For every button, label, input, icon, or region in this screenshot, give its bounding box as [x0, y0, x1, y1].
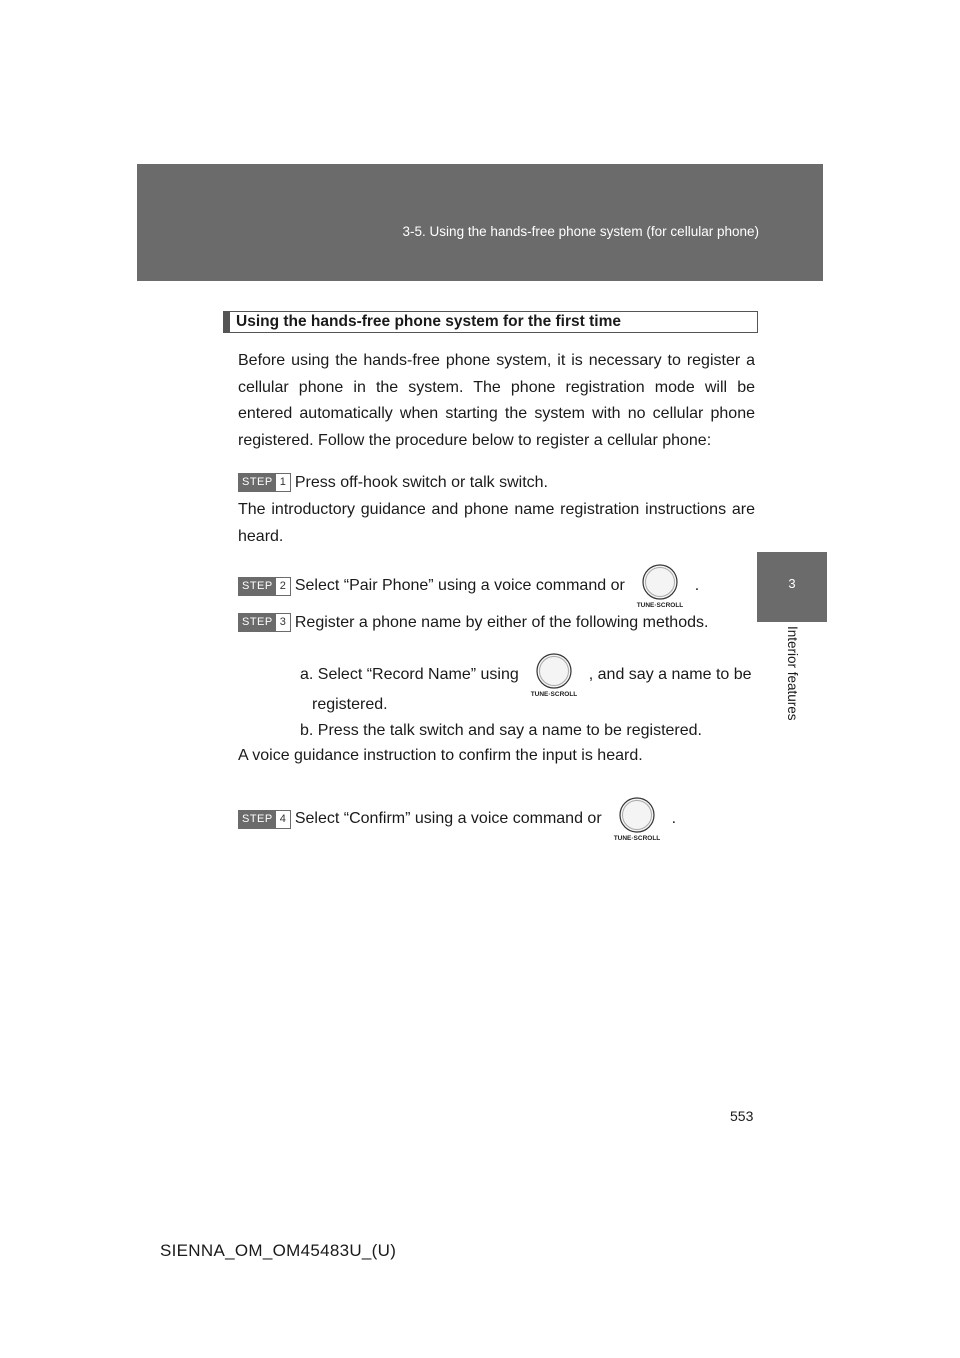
method-b: b. Press the talk switch and say a name to be registered. — [300, 722, 702, 739]
confirm-note: A voice guidance instruction to confirm the input is heard. — [238, 747, 643, 764]
step-badge: STEP 1 — [238, 473, 291, 492]
svg-text:TUNE·SCROLL: TUNE·SCROLL — [613, 835, 660, 842]
step-2 — [238, 563, 699, 609]
chapter-label: Interior features — [785, 626, 800, 721]
section-heading — [223, 311, 758, 333]
step-badge: STEP 2 — [238, 577, 291, 596]
method-a: a. Select “Record Name” using TUNE·SCROLL , and say a name to be — [300, 652, 755, 698]
header-title: 3-5. Using the hands-free phone system (for cellular phone) — [402, 224, 759, 239]
section-title: Using the hands-free phone system for the first time — [236, 313, 621, 330]
tune-scroll-knob-icon — [608, 796, 666, 842]
step-text-end: . — [671, 810, 677, 827]
step-text: Press off-hook switch or talk switch. — [294, 473, 548, 491]
step-3 — [238, 613, 708, 632]
method-a-continued: registered. — [312, 696, 388, 713]
step-1 — [238, 473, 548, 492]
step-text-end: . — [694, 577, 700, 594]
tune-scroll-knob-icon — [631, 563, 689, 609]
step-4 — [238, 796, 676, 842]
svg-text:TUNE·SCROLL: TUNE·SCROLL — [636, 602, 684, 609]
chapter-number: 3 — [788, 576, 796, 591]
page-number: 553 — [730, 1108, 754, 1124]
step-badge: STEP 4 — [238, 810, 291, 829]
step-text: Select “Confirm” using a voice command or — [294, 810, 602, 827]
header-band — [137, 164, 823, 281]
svg-text:TUNE·SCROLL: TUNE·SCROLL — [530, 691, 578, 698]
step1-note: The introductory guidance and phone name registration instructions are heard. — [238, 501, 755, 545]
footer-code: SIENNA_OM_OM45483U_(U) — [160, 1241, 397, 1260]
step-text: Select “Pair Phone” using a voice command or — [294, 577, 625, 594]
chapter-tab — [757, 552, 827, 622]
step-badge: STEP 3 — [238, 613, 291, 632]
intro-paragraph: Before using the hands-free phone system, it is necessary to register a cellular phone in the system. The phone registration mode will be entered automatically when starting the system with no cellular phone registered. Follow the procedure below to register a cellular phone: — [238, 352, 755, 449]
step-text: Register a phone name by either of the following methods. — [294, 613, 709, 631]
